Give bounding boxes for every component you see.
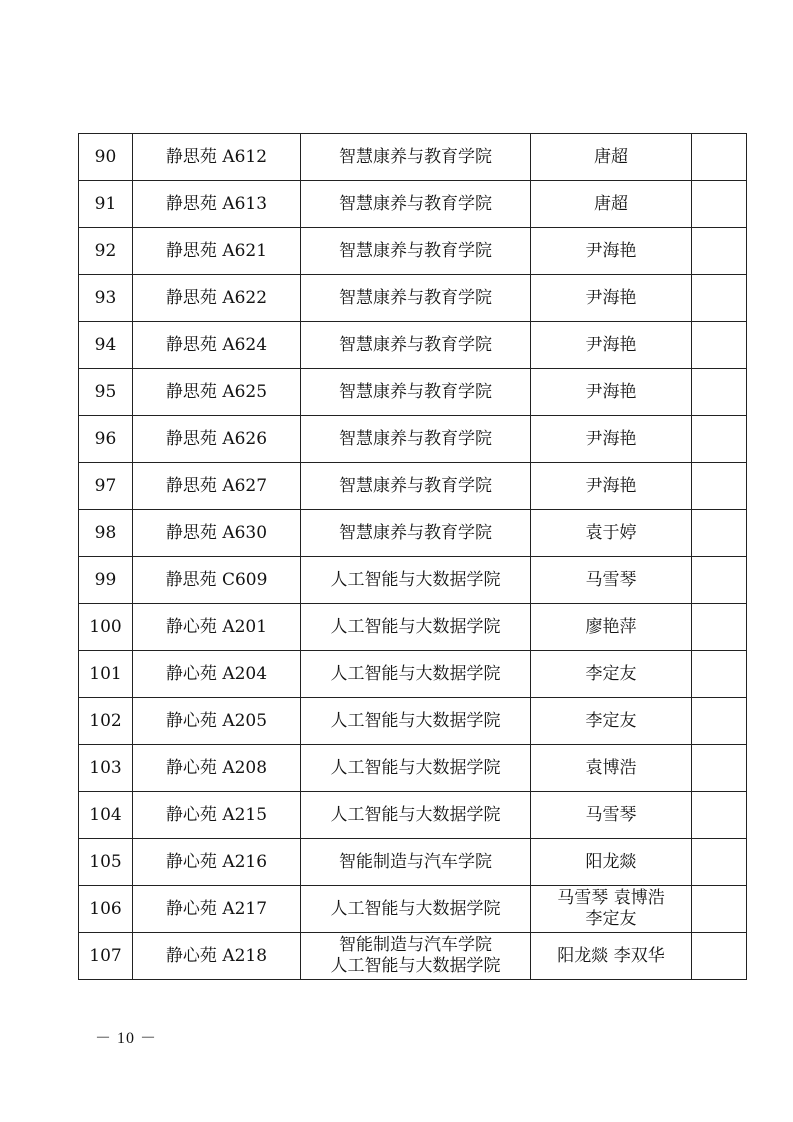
cell-person: 唐超 xyxy=(531,134,692,181)
cell-room: 静心苑 A218 xyxy=(133,933,301,980)
cell-person: 尹海艳 xyxy=(531,322,692,369)
table-row xyxy=(79,792,747,839)
cell-index: 91 xyxy=(79,181,133,228)
cell-note xyxy=(692,933,747,980)
cell-index: 97 xyxy=(79,463,133,510)
cell-college: 智慧康养与教育学院 xyxy=(301,416,531,463)
table-row xyxy=(79,604,747,651)
cell-note xyxy=(692,369,747,416)
cell-room: 静心苑 A208 xyxy=(133,745,301,792)
cell-index: 105 xyxy=(79,839,133,886)
table-row xyxy=(79,228,747,275)
cell-room: 静心苑 A217 xyxy=(133,886,301,933)
cell-room: 静心苑 A201 xyxy=(133,604,301,651)
cell-person: 马雪琴 袁博浩 李定友 xyxy=(531,886,692,933)
dormitory-table xyxy=(78,133,747,980)
cell-room: 静思苑 A626 xyxy=(133,416,301,463)
table-row xyxy=(79,275,747,322)
cell-index: 102 xyxy=(79,698,133,745)
cell-index: 95 xyxy=(79,369,133,416)
cell-college: 智慧康养与教育学院 xyxy=(301,275,531,322)
cell-room: 静思苑 A625 xyxy=(133,369,301,416)
cell-room: 静思苑 A613 xyxy=(133,181,301,228)
table-row xyxy=(79,886,747,933)
cell-note xyxy=(692,322,747,369)
cell-person: 尹海艳 xyxy=(531,463,692,510)
cell-person: 袁博浩 xyxy=(531,745,692,792)
cell-person: 李定友 xyxy=(531,651,692,698)
cell-room: 静思苑 A622 xyxy=(133,275,301,322)
cell-note xyxy=(692,275,747,322)
table-row xyxy=(79,416,747,463)
cell-person: 尹海艳 xyxy=(531,369,692,416)
table-row xyxy=(79,134,747,181)
table-row xyxy=(79,557,747,604)
cell-college: 人工智能与大数据学院 xyxy=(301,604,531,651)
cell-note xyxy=(692,134,747,181)
cell-index: 103 xyxy=(79,745,133,792)
table-row xyxy=(79,463,747,510)
cell-note xyxy=(692,181,747,228)
cell-college: 人工智能与大数据学院 xyxy=(301,745,531,792)
cell-note xyxy=(692,651,747,698)
cell-person: 唐超 xyxy=(531,181,692,228)
table-row xyxy=(79,510,747,557)
cell-college: 智慧康养与教育学院 xyxy=(301,181,531,228)
cell-college: 智慧康养与教育学院 xyxy=(301,322,531,369)
cell-room: 静心苑 A205 xyxy=(133,698,301,745)
table-row xyxy=(79,369,747,416)
cell-person: 阳龙燚 李双华 xyxy=(531,933,692,980)
cell-person: 尹海艳 xyxy=(531,416,692,463)
table-row xyxy=(79,698,747,745)
cell-index: 90 xyxy=(79,134,133,181)
cell-college: 智能制造与汽车学院 xyxy=(301,839,531,886)
cell-note xyxy=(692,416,747,463)
cell-index: 100 xyxy=(79,604,133,651)
cell-note xyxy=(692,886,747,933)
table-row xyxy=(79,181,747,228)
cell-note xyxy=(692,510,747,557)
cell-college: 智慧康养与教育学院 xyxy=(301,510,531,557)
table-row xyxy=(79,933,747,980)
cell-college: 人工智能与大数据学院 xyxy=(301,792,531,839)
table-row xyxy=(79,745,747,792)
cell-person: 阳龙燚 xyxy=(531,839,692,886)
cell-note xyxy=(692,557,747,604)
cell-room: 静心苑 A204 xyxy=(133,651,301,698)
cell-index: 99 xyxy=(79,557,133,604)
cell-person: 袁于婷 xyxy=(531,510,692,557)
cell-college: 智慧康养与教育学院 xyxy=(301,134,531,181)
cell-person: 尹海艳 xyxy=(531,228,692,275)
cell-note xyxy=(692,839,747,886)
table-row xyxy=(79,651,747,698)
cell-room: 静思苑 A627 xyxy=(133,463,301,510)
cell-college: 人工智能与大数据学院 xyxy=(301,557,531,604)
cell-person: 李定友 xyxy=(531,698,692,745)
table-row xyxy=(79,839,747,886)
cell-note xyxy=(692,604,747,651)
cell-room: 静思苑 A624 xyxy=(133,322,301,369)
cell-room: 静思苑 A621 xyxy=(133,228,301,275)
cell-college: 智慧康养与教育学院 xyxy=(301,228,531,275)
cell-room: 静思苑 C609 xyxy=(133,557,301,604)
cell-person: 尹海艳 xyxy=(531,275,692,322)
cell-college: 人工智能与大数据学院 xyxy=(301,886,531,933)
cell-room: 静思苑 A612 xyxy=(133,134,301,181)
cell-index: 101 xyxy=(79,651,133,698)
cell-person: 廖艳萍 xyxy=(531,604,692,651)
cell-note xyxy=(692,463,747,510)
cell-index: 106 xyxy=(79,886,133,933)
cell-index: 93 xyxy=(79,275,133,322)
cell-person: 马雪琴 xyxy=(531,557,692,604)
cell-note xyxy=(692,792,747,839)
cell-college: 智慧康养与教育学院 xyxy=(301,463,531,510)
cell-index: 94 xyxy=(79,322,133,369)
page-number: － 10 － xyxy=(95,1030,158,1047)
cell-index: 92 xyxy=(79,228,133,275)
cell-college: 智能制造与汽车学院 人工智能与大数据学院 xyxy=(301,933,531,980)
cell-index: 104 xyxy=(79,792,133,839)
cell-index: 98 xyxy=(79,510,133,557)
cell-person: 马雪琴 xyxy=(531,792,692,839)
cell-note xyxy=(692,745,747,792)
cell-room: 静心苑 A215 xyxy=(133,792,301,839)
cell-college: 智慧康养与教育学院 xyxy=(301,369,531,416)
cell-index: 96 xyxy=(79,416,133,463)
cell-college: 人工智能与大数据学院 xyxy=(301,698,531,745)
table-body xyxy=(79,134,747,980)
cell-room: 静思苑 A630 xyxy=(133,510,301,557)
cell-room: 静心苑 A216 xyxy=(133,839,301,886)
cell-college: 人工智能与大数据学院 xyxy=(301,651,531,698)
table-row xyxy=(79,322,747,369)
cell-note xyxy=(692,698,747,745)
cell-index: 107 xyxy=(79,933,133,980)
cell-note xyxy=(692,228,747,275)
